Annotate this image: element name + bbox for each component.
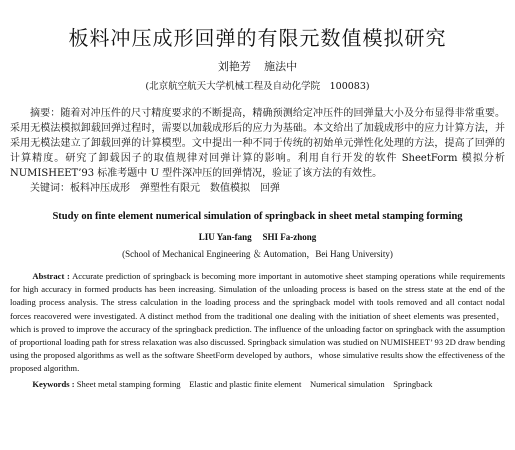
english-keywords [10,378,505,391]
english-author-1: LIU Yan-fang [198,232,252,242]
english-abstract [10,270,505,376]
chinese-title: 板料冲压成形回弹的有限元数值模拟研究 [68,26,447,50]
english-abstract-label: Abstract : [32,271,70,281]
chinese-keyword: 数值模拟 [210,183,250,194]
chinese-affiliation: (北京航空航天大学机械工程及自动化学院 100083) [145,81,370,92]
english-abstract-text: Accurate prediction of springback is becoming more important in automotive sheet stamping operations while requirements for high accuracy in formed products has been increasing. Simulation of the unloading process is based on the stress state at the end of the loading process analysis. The stress calculation in the loading process and the springback model with tools removed and all contact nodal forces reacovered were investigated. A distinct method from the traditional one dealing with the initiation of sheet elements was presented，which is proved to improve the accuracy of the springback prediction. The influence of the unloading factor on springback with the assumption of proportional loading path for stress relaxation was also discussed. Springback simulation was studied on NUMISHEET’ 93 2D draw bending using the proposed algorithms as well as the software SheetForm developed by authors，whose simulative results show the effectiveness of the proposed algorithm. [10,271,505,374]
chinese-keywords-label: 关键词： [30,183,70,194]
chinese-keyword: 板料冲压成形 [70,183,130,194]
chinese-author-2: 施法中 [264,60,298,73]
english-keywords-label: Keywords : [32,378,75,389]
chinese-authors [10,58,505,74]
chinese-abstract-text: 随着对冲压件的尺寸精度要求的不断提高，精确预测给定冲压件的回弹量大小及分布显得非常重要。采用无模法模拟卸载回弹过程时，需要以加载成形后的应力为基础。本文给出了加载成形中的应力计算方法，并采用无模法建立了卸载回弹的计算模型。文中提出一种不同于传统的初始单元弹性化处理的方法，提高了回弹的计算精度。研究了卸载因子的取值规律对回弹计算的影响。利用自行开发的软件 SheetForm 模拟分析 NUMISHEET’93 标准考题中 U 型件深冲压的回弹情况，验证了该方法的有效性。 [10,108,506,179]
chinese-keyword: 弹塑性有限元 [140,183,200,194]
chinese-abstract [10,106,505,181]
english-affiliation: (School of Mechanical Engineering ＆ Automation，Bei Hang University) [122,249,393,259]
english-keyword: Elastic and plastic finite element [189,378,302,389]
english-keyword: Springback [393,378,433,389]
english-authors [10,232,505,242]
chinese-abstract-label: 摘要： [30,108,61,119]
english-author-2: SHI Fa-zhong [262,232,317,242]
chinese-keyword: 回弹 [260,183,280,194]
chinese-keywords [10,182,505,196]
english-keyword: Numerical simulation [309,378,385,389]
chinese-author-1: 刘艳芳 [217,60,251,73]
english-title: Study on finte element numerical simulation of springback in sheet metal stamping forming [52,211,463,222]
english-keyword: Sheet metal stamping forming [76,378,181,389]
